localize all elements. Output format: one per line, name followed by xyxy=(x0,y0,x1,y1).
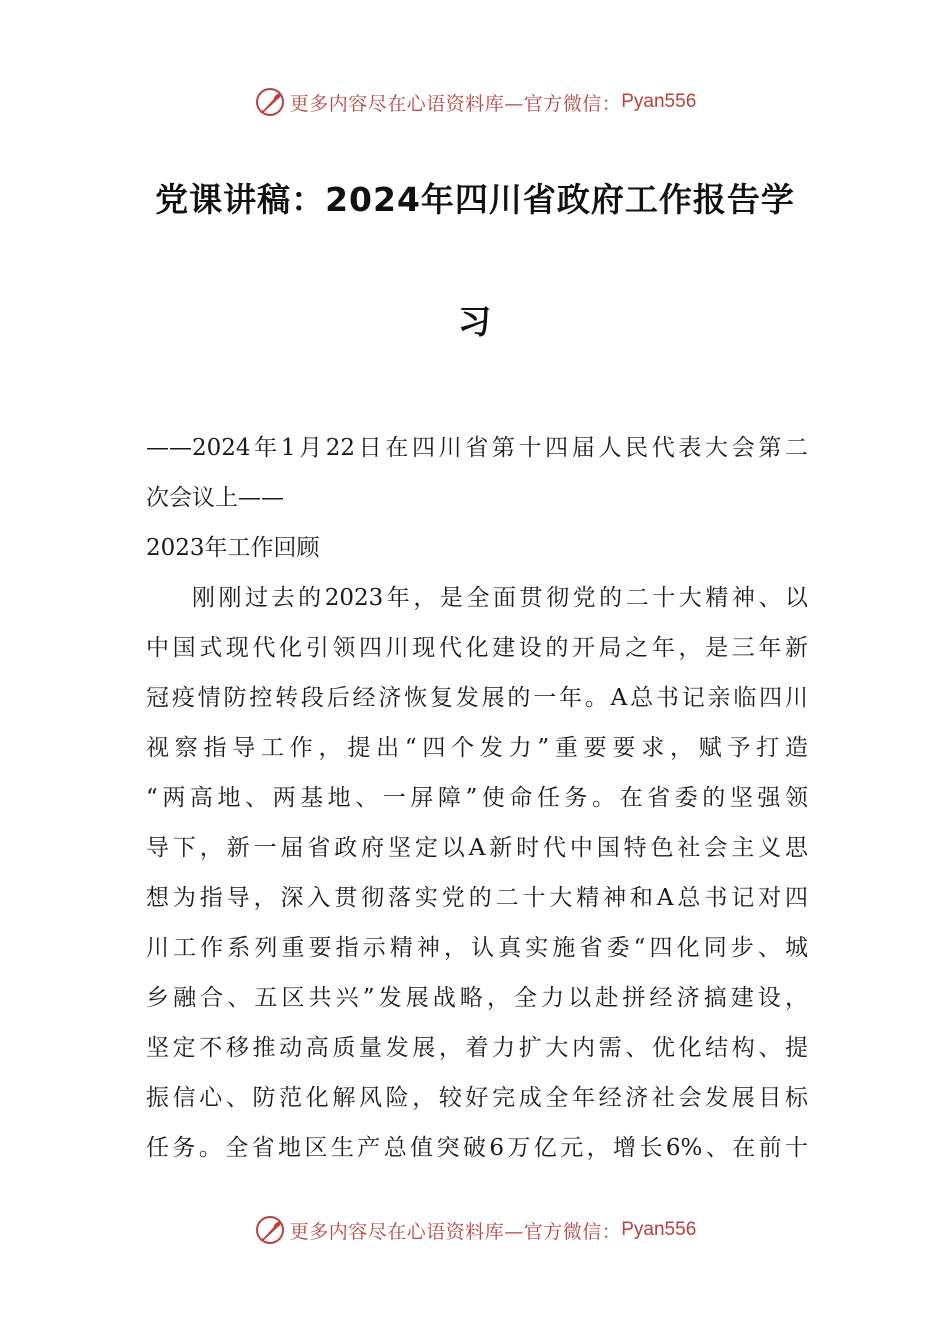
paragraph-line: 导下，新一届省政府坚定以A新时代中国特色社会主义思 xyxy=(146,835,808,861)
document-title-line-1: 党课讲稿：2024年四川省政府工作报告学 xyxy=(155,180,795,219)
document-body xyxy=(146,423,808,1173)
paragraph-line: “两高地、两基地、一屏障”使命任务。在省委的坚强领 xyxy=(146,785,808,811)
paragraph-line: 振信心、防范化解风险，较好完成全年经济社会发展目标 xyxy=(146,1085,808,1111)
subtitle-line-2: 次会议上—— xyxy=(146,485,284,511)
header-wechat-id: Pyan556 xyxy=(621,91,697,112)
paragraph-line: 冠疫情防控转段后经济恢复发展的一年。A总书记亲临四川 xyxy=(146,685,808,711)
header-watermark-banner xyxy=(0,82,950,122)
subtitle-line-1: ——2024年1月22日在四川省第十四届人民代表大会第二 xyxy=(146,435,808,461)
document-title-line-2: 习 xyxy=(458,302,492,341)
paragraph-line: 川工作系列重要指示精神，认真实施省委“四化同步、城 xyxy=(146,935,808,961)
paragraph-line: 视察指导工作，提出“四个发力”重要要求，赋予打造 xyxy=(146,735,808,761)
footer-watermark-banner xyxy=(0,1210,950,1250)
footer-wechat-id: Pyan556 xyxy=(621,1219,697,1240)
paragraph-line: 坚定不移推动高质量发展，着力扩大内需、优化结构、提 xyxy=(146,1035,808,1061)
quill-pen-logo-icon xyxy=(254,86,286,118)
paragraph-line: 任务。全省地区生产总值突破6万亿元，增长6%、在前十 xyxy=(146,1135,808,1161)
footer-watermark-text: 更多内容尽在心语资料库—官方微信： xyxy=(289,1220,622,1243)
paragraph-line: 乡融合、五区共兴”发展战略，全力以赴拼经济搞建设， xyxy=(146,985,808,1011)
paragraph-line: 中国式现代化引领四川现代化建设的开局之年，是三年新 xyxy=(146,635,808,661)
paragraph-line: 刚刚过去的2023年，是全面贯彻党的二十大精神、以 xyxy=(192,585,808,611)
section-heading: 2023年工作回顾 xyxy=(146,535,320,561)
quill-pen-logo-icon xyxy=(254,1214,286,1246)
header-watermark-text: 更多内容尽在心语资料库—官方微信： xyxy=(289,92,622,115)
paragraph-line: 想为指导，深入贯彻落实党的二十大精神和A总书记对四 xyxy=(146,885,808,911)
